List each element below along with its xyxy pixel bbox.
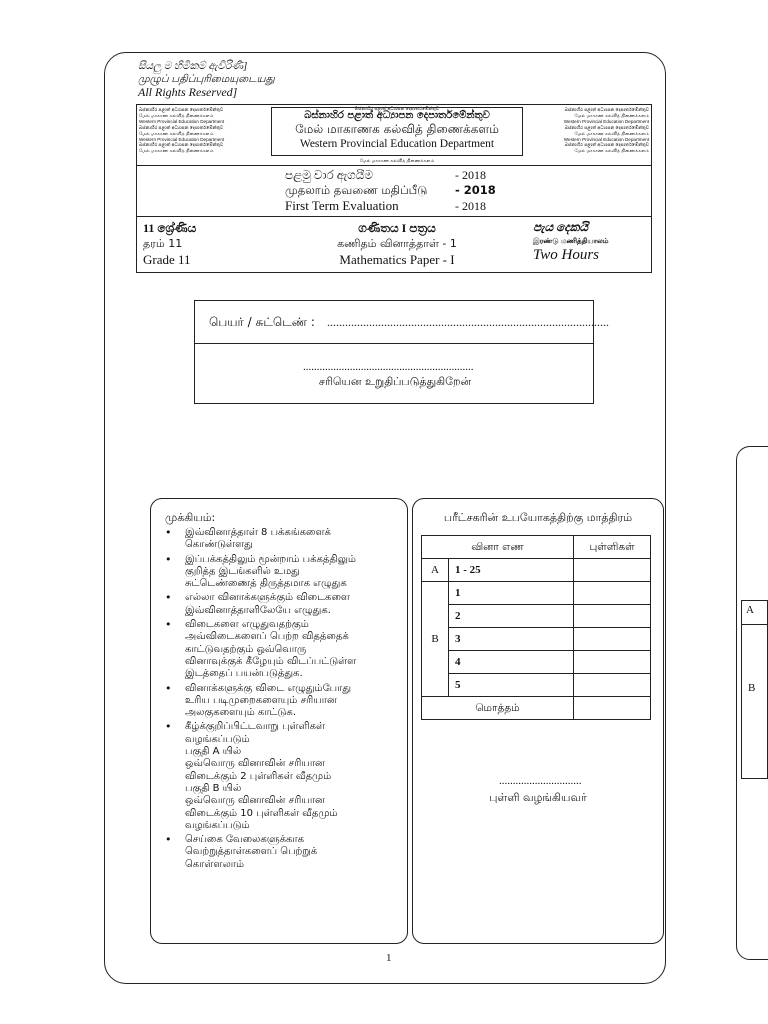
table-row [422, 628, 651, 651]
paper-info [287, 220, 507, 268]
banner-side-line: බස්නාහිර පළාත් අධ්‍යාපන දෙපාර්තමේන්තුව [139, 107, 224, 112]
instructions-title: முக்கியம்: [165, 511, 216, 524]
banner-side-line: බස්නාහිර පළාත් අධ්‍යාපන දෙපාර්තමේන්තුව [564, 107, 649, 112]
page-number: 1 [386, 952, 392, 964]
question-number: 3 [449, 628, 574, 651]
section-a-range: 1 - 25 [449, 559, 574, 582]
banner-side-line: மேல் மாகாண கல்வித் திணைக்களம் [574, 148, 649, 154]
marks-cell[interactable] [574, 651, 651, 674]
marks-cell[interactable] [574, 582, 651, 605]
exam-english: First Term Evaluation [285, 198, 399, 213]
instruction-item: • இவ்வினாத்தாள் 8 பக்கங்களைக் கொண்டுள்ளது [151, 527, 401, 552]
total-row [422, 697, 651, 720]
question-number: 2 [449, 605, 574, 628]
table-row [422, 605, 651, 628]
certify-signature-field[interactable]: .............................................................. [303, 361, 474, 373]
banner-bottom-line: மேல் மாகாண கல்வித் திணைக்களம் [359, 158, 435, 163]
exam-row-english [285, 198, 535, 214]
question-number: 4 [449, 651, 574, 674]
grade-tamil: தரம் 11 [143, 237, 183, 250]
department-english: Western Provincial Education Department [299, 138, 495, 150]
banner-title-box [271, 107, 523, 156]
exam-year-sinhala: - 2018 [455, 168, 486, 182]
duration-sinhala: පැය දෙකයි [533, 220, 588, 234]
paper-sinhala: ගණිතය I පත්‍රය [358, 221, 436, 235]
grade-english: Grade 11 [143, 252, 191, 267]
examiner-use-box [412, 498, 664, 944]
instructions-list [151, 527, 401, 873]
examiner-title: பரீட்சகரின் உபயோகத்திற்கு மாத்திரம் [443, 511, 633, 524]
instruction-item: • விடைகளை எழுதுவதற்கும் அவ்விடைகளைப் பெற்ற விதத்தைக் காட்டுவதற்கும் ஒவ்வொரு வினாவுக்குக் கீழேயும் விடப்பட்டுள்ள இடத்தைப் பயன்படுத்துக. [151, 619, 401, 680]
banner-top-line: බස්නාහිර පළාත් අධ්‍යාපන දෙපාර්තමේන්තුව [354, 106, 440, 111]
instruction-item: • வினாக்களுக்கு விடை எழுதும்போது உரிய படிமுறைகளையும் சரியான அலகுகளையும் காட்டுக. [151, 683, 401, 720]
banner-side-line: බස්නාහිර පළාත් අධ්‍යාපන දෙපාර්තමේන්තුව [564, 142, 649, 148]
marks-header-row [422, 536, 651, 559]
table-row [422, 559, 651, 582]
table-row [422, 674, 651, 697]
marks-cell[interactable] [574, 605, 651, 628]
question-number-header: வினா எண [422, 536, 574, 559]
name-index-box [194, 300, 609, 404]
exam-sinhala: පළමු වාර ඇගයීම [285, 168, 373, 182]
next-page-rule [741, 778, 768, 779]
banner-side-line: Western Provincial Education Department [139, 136, 225, 142]
marks-cell[interactable] [574, 674, 651, 697]
rights-english: All Rights Reserved] [138, 85, 238, 99]
instruction-item: • இப்பக்கத்திலும் மூன்றாம் பக்கத்திலும் குறித்த இடங்களில் உமது சுட்டெண்ணைத் திருத்தமாக எழுதுக [151, 554, 401, 591]
next-page-section-b: B [748, 682, 756, 694]
question-number: 5 [449, 674, 574, 697]
name-row [195, 301, 609, 344]
next-page-rule [741, 600, 768, 601]
exam-title-block [136, 164, 652, 217]
marks-cell[interactable] [574, 628, 651, 651]
banner-side-line: மேல் மாகாண கல்வித் திணைக்களம் [574, 112, 649, 118]
exam-row-tamil [285, 183, 535, 198]
duration-tamil: இரண்டு மணித்தியாலம் [533, 237, 609, 245]
rights-tamil: முழுப் பதிப்புரிமையுடையது [138, 74, 275, 85]
section-a-label: A [422, 559, 449, 582]
banner-side-line: බස්නාහිර පළාත් අධ්‍යාපන දෙපාර්තමේන්තුව [139, 124, 224, 130]
marks-header: புள்ளிகள் [574, 536, 651, 559]
banner-side-line: மேல் மாகாண கல்வித் திணைக்களம் [139, 148, 214, 154]
banner-side-line: බස්නාහිර පළාත් අධ්‍යාපන දෙපාර්තමේන්තුව [139, 142, 224, 148]
total-marks-cell[interactable] [574, 697, 651, 720]
marker-signature-field[interactable]: .............................. [499, 775, 582, 787]
paper-tamil: கணிதம் வினாத்தாள் - 1 [337, 237, 457, 250]
table-row [422, 582, 651, 605]
banner-side-line: மேல் மாகாண கல்வித் திணைக்களம் [139, 112, 214, 118]
department-sinhala: බස්නාහිර පළාත් අධ්‍යාපන දෙපාර්තමේන්තුව [304, 110, 490, 121]
exam-row-sinhala [285, 168, 535, 183]
banner-side-line: மேல் மாகாண கல்வித் திணைக்களம் [574, 130, 649, 136]
department-banner [136, 104, 652, 166]
duration-english: Two Hours [533, 247, 599, 263]
instruction-item: • செய்கை வேலைகளுக்காக வெற்றுத்தாள்களைப் பெற்றுக் கொள்ளலாம் [151, 834, 401, 871]
name-index-field[interactable]: .............................................................................................. [327, 315, 609, 329]
certify-label: சரியென உறுதிப்படுத்துகிறேன் [318, 375, 472, 388]
paper-english: Mathematics Paper - I [339, 252, 455, 267]
rights-sinhala: සියලු ම හිමිකම් ඇවිරිණි] [138, 61, 248, 72]
question-number: 1 [449, 582, 574, 605]
section-b-label: B [422, 582, 449, 697]
grade-paper-block [136, 216, 652, 273]
instructions-box [150, 498, 408, 944]
exam-year-english: - 2018 [455, 199, 486, 213]
banner-side-line: බස්නාහිර පළාත් අධ්‍යාපන දෙපාර්තමේන්තුව [564, 124, 649, 130]
exam-tamil: முதலாம் தவணை மதிப்பீடு [285, 183, 428, 197]
grade-sinhala: 11 ශ්‍රේණිය [143, 221, 197, 235]
next-page-rule [741, 624, 768, 625]
grade-info [143, 220, 196, 268]
name-index-label: பெயர் / சுட்டெண் : [209, 315, 315, 329]
table-row [422, 651, 651, 674]
department-tamil: மேல் மாகாணக கல்வித் திணைக்களம் [295, 122, 499, 136]
exam-year-tamil: - 2018 [455, 183, 496, 197]
instruction-item: • கீழ்க்குறிப்பிட்டவாறு புள்ளிகள் வழங்கப்படும் பகுதி A யில் ஒவ்வொரு வினாவின் சரியான விடைக்கும் 2 புள்ளிகள் வீதமும் பகுதி B யில் ஒவ்வொரு வினாவின் சரியான விடைக்கும் 10 புள்ளிகள் வீதமும் வழங்கப்படும் [151, 721, 401, 832]
banner-side-line: Western Provincial Education Department [139, 118, 225, 124]
rights-notice [138, 60, 275, 99]
instruction-item: • எல்லா வினாக்களுக்கும் விடைகளை இவ்வினாத்தாளிலேயே எழுதுக. [151, 592, 401, 617]
total-label: மொத்தம் [422, 697, 574, 720]
next-page-section-a: A [746, 604, 754, 616]
duration-info [533, 220, 608, 262]
banner-watermark-right [564, 107, 649, 154]
marker-label: புள்ளி வழங்கியவர் [489, 791, 587, 804]
banner-side-line: மேல் மாகாண கல்வித் திணைக்களம் [139, 130, 214, 136]
next-page-vrule [741, 600, 742, 778]
marks-table [421, 535, 651, 720]
banner-watermark-left [139, 107, 224, 154]
banner-side-line: Western Provincial Education Department [563, 118, 649, 124]
banner-side-line: Western Provincial Education Department [563, 136, 649, 142]
marks-cell[interactable] [574, 559, 651, 582]
